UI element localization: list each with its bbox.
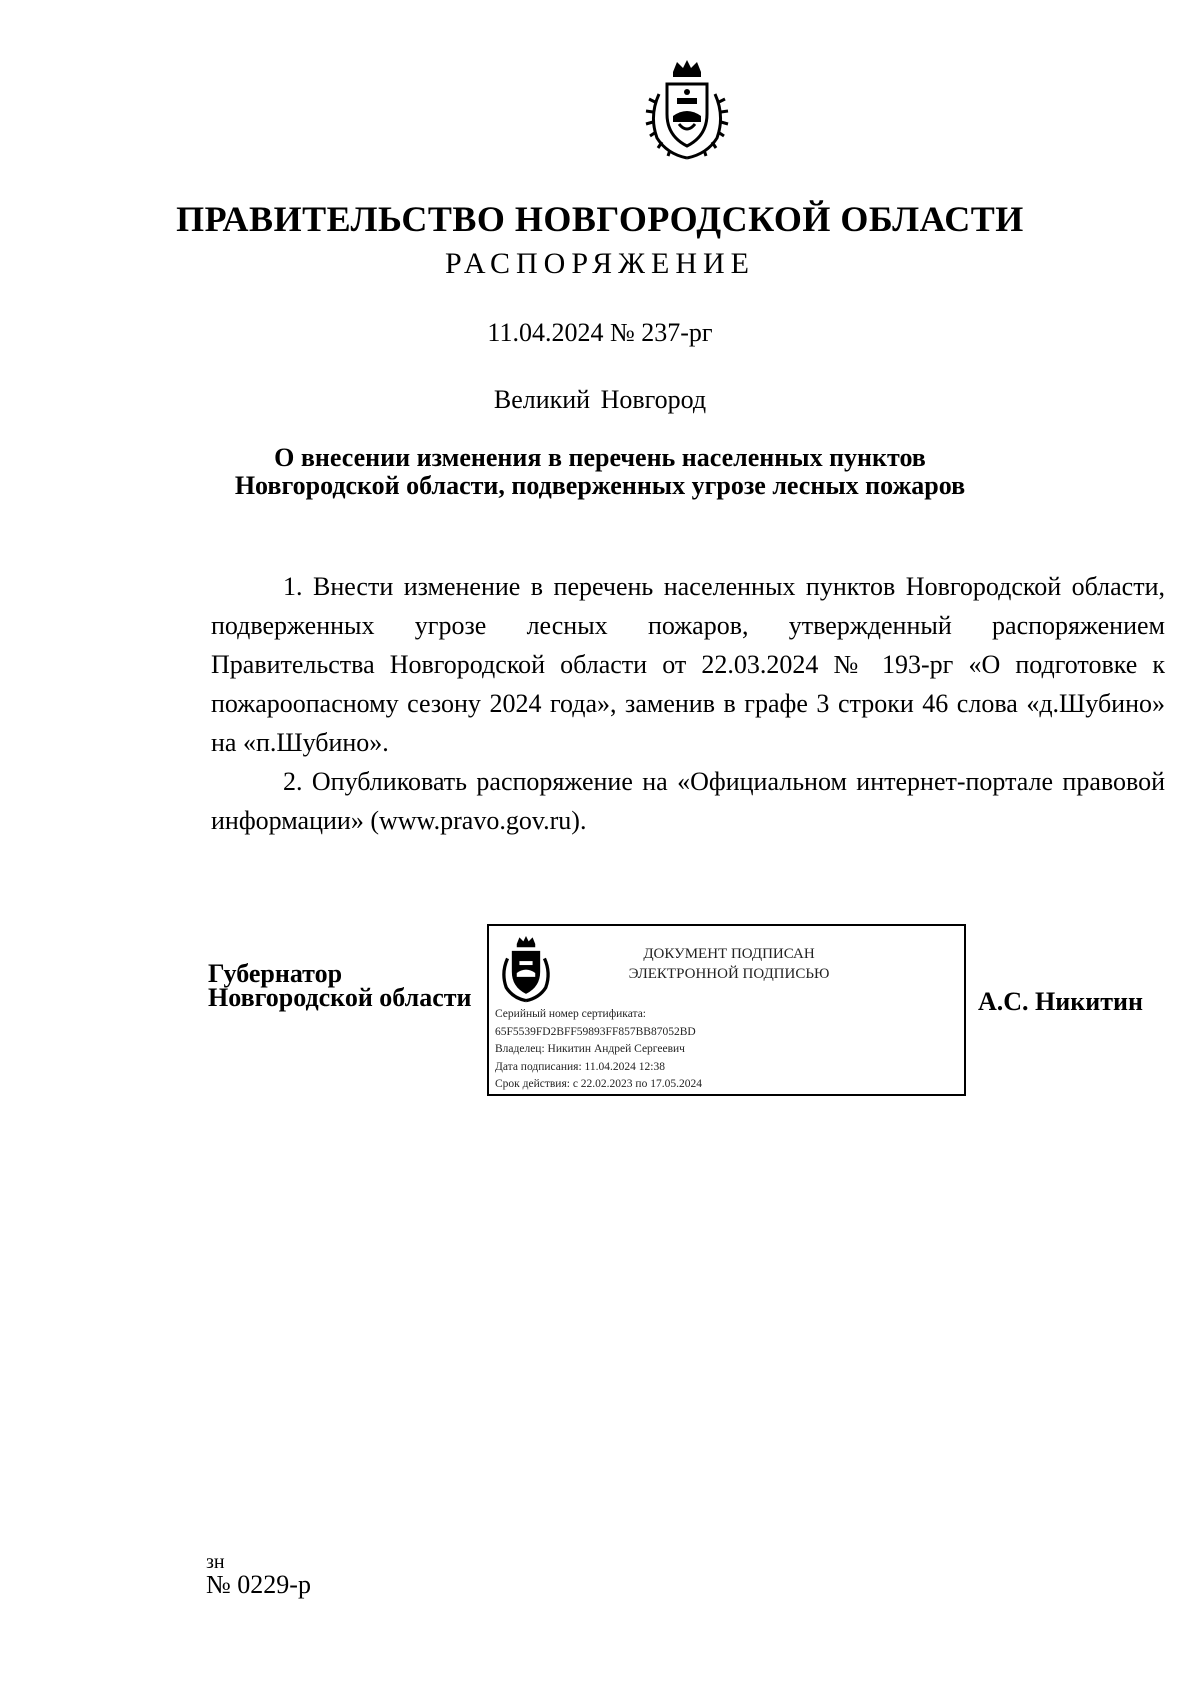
body-paragraph-2: 2. Опубликовать распоряжение на «Официальном интернет-портале правовой информации» (www.pravo.gov.ru). [211, 767, 1165, 835]
certificate-owner: Владелец: Никитин Андрей Сергеевич [495, 1043, 685, 1055]
footer-registration-number: № 0229-р [206, 1570, 311, 1599]
coat-of-arms-icon [643, 58, 731, 162]
subject-line-1: О внесении изменения в перечень населенных пунктов [274, 443, 926, 472]
stamp-heading-line-2: ЭЛЕКТРОННОЙ ПОДПИСЬЮ [628, 966, 830, 982]
signer-position [208, 959, 472, 1012]
issue-city: Великий Новгород [493, 385, 707, 414]
organization-title: ПРАВИТЕЛЬСТВО НОВГОРОДСКОЙ ОБЛАСТИ [176, 199, 1024, 239]
certificate-label: Серийный номер сертификата: [495, 1008, 646, 1020]
stamp-heading [569, 944, 889, 984]
subject-line-2: Новгородской области, подверженных угрозе лесных пожаров [234, 471, 966, 500]
certificate-validity: Срок действия: с 22.02.2023 по 17.05.2024 [495, 1078, 702, 1090]
document-body [211, 567, 1165, 840]
document-number: 11.04.2024 № 237-рг [487, 318, 713, 347]
signer-position-line-2: Новгородской области [208, 983, 472, 1012]
certificate-number: 65F5539FD2BFF59893FF857BB87052BD [495, 1025, 696, 1038]
document-type: РАСПОРЯЖЕНИЕ [444, 247, 756, 280]
stamp-details [495, 1006, 702, 1094]
stamp-coat-of-arms-icon [497, 933, 555, 1005]
signer-position-line-1: Губернатор [208, 959, 343, 988]
stamp-heading-line-1: ДОКУМЕНТ ПОДПИСАН [643, 946, 815, 962]
footer-code: зн [206, 1551, 225, 1573]
signing-date: Дата подписания: 11.04.2024 12:38 [495, 1060, 665, 1073]
electronic-signature-stamp [487, 924, 966, 1096]
signer-name: А.С. Никитин [978, 987, 1143, 1016]
body-paragraph-1: 1. Внести изменение в перечень населенных пунктов Новгородской области, подверженных угрозе лесных пожаров, утвержденный распоряжением Правительства Новгородской области от 22.03.2024 № 193-рг «О подготовке к пожароопасному сезону 2024 года», заменив в графе 3 строки 46 слова «д.Шубино» на «п.Шубино». [211, 572, 1165, 757]
document-subject [0, 444, 1200, 500]
